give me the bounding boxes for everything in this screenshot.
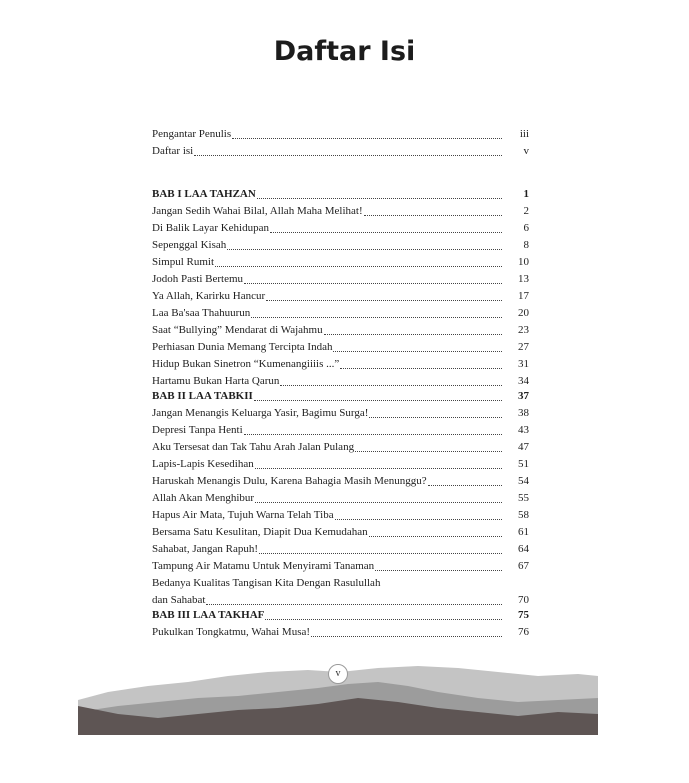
toc-entry-page: 51: [518, 458, 529, 470]
toc-entry-page: 6: [523, 222, 529, 234]
toc-entry: [152, 405, 529, 422]
toc-entry: [152, 339, 529, 356]
toc-entry-page: 64: [518, 543, 529, 555]
dot-leader: [364, 215, 502, 216]
toc-entry: [152, 624, 529, 641]
toc-entry-title: Sepenggal Kisah: [152, 239, 227, 251]
toc-entry: [152, 524, 529, 541]
dot-leader: [333, 351, 502, 352]
toc-entry-page: 20: [518, 307, 529, 319]
toc-entry-title: dan Sahabat: [152, 594, 206, 606]
dot-leader: [428, 485, 502, 486]
toc-entry-page: 70: [518, 594, 529, 606]
toc-entry: [152, 305, 529, 322]
dot-leader: [257, 198, 502, 199]
toc-entry-title: Hidup Bukan Sinetron “Kumenangiiiis ...”: [152, 358, 340, 370]
toc-entry-page: 34: [518, 375, 529, 387]
dot-leader: [375, 570, 502, 571]
dot-leader: [227, 249, 502, 250]
page-number: v: [328, 664, 348, 684]
toc-entry: [152, 422, 529, 439]
toc-entry-title: Sahabat, Jangan Rapuh!: [152, 543, 258, 555]
toc-entry-page: 47: [518, 441, 529, 453]
dot-leader: [280, 385, 502, 386]
toc-entry-page: 2: [523, 205, 529, 217]
toc-entry-title: Jangan Sedih Wahai Bilal, Allah Maha Melihat!: [152, 205, 363, 217]
toc-entry-title: Saat “Bullying” Mendarat di Wajahmu: [152, 324, 323, 336]
toc-entry-page: 75: [518, 609, 529, 621]
toc-entry-page: 67: [518, 560, 529, 572]
toc-entry-title-line1: Bedanya Kualitas Tangisan Kita Dengan Rasulullah: [152, 577, 381, 589]
toc-bab-1: [152, 186, 529, 390]
dot-leader: [355, 451, 502, 452]
dot-leader: [266, 300, 502, 301]
toc-entry-title: Perhiasan Dunia Memang Tercipta Indah: [152, 341, 333, 353]
dot-leader: [194, 155, 502, 156]
toc-entry-page: 10: [518, 256, 529, 268]
toc-entry-title: Tampung Air Matamu Untuk Menyirami Tanaman: [152, 560, 375, 572]
toc-entry: [152, 237, 529, 254]
toc-entry-page: 8: [523, 239, 529, 251]
toc-entry-title: Hapus Air Mata, Tujuh Warna Telah Tiba: [152, 509, 334, 521]
toc-entry: [152, 271, 529, 288]
toc-entry: [152, 439, 529, 456]
toc-entry-page: 61: [518, 526, 529, 538]
dot-leader: [324, 334, 502, 335]
dot-leader: [232, 138, 502, 139]
dot-leader: [251, 317, 502, 318]
toc-entry-page: 55: [518, 492, 529, 504]
toc-entry-title: Hartamu Bukan Harta Qarun: [152, 375, 280, 387]
toc-entry-title: Daftar isi: [152, 145, 194, 157]
dot-leader: [270, 232, 502, 233]
page-title: Daftar Isi: [273, 36, 416, 67]
toc-entry-page: 54: [518, 475, 529, 487]
toc-entry-page: 1: [523, 188, 529, 200]
toc-bab-3: [152, 607, 529, 641]
toc-entry-page: iii: [519, 128, 529, 140]
dot-leader: [340, 368, 502, 369]
toc-entry-title: Simpul Rumit: [152, 256, 215, 268]
toc-entry-page: 58: [518, 509, 529, 521]
dot-leader: [259, 553, 502, 554]
toc-entry-page: 38: [518, 407, 529, 419]
toc-entry: [152, 490, 529, 507]
toc-entry-title: Allah Akan Menghibur: [152, 492, 255, 504]
toc-front-matter: [152, 126, 529, 160]
dot-leader: [215, 266, 502, 267]
toc-entry-title: Pengantar Penulis: [152, 128, 232, 140]
toc-chapter-heading: [152, 607, 529, 624]
dot-leader: [369, 536, 502, 537]
dot-leader: [244, 434, 502, 435]
toc-entry-page: 37: [518, 390, 529, 402]
toc-entry: [152, 356, 529, 373]
toc-entry: [152, 288, 529, 305]
dot-leader: [206, 604, 502, 605]
toc-entry: [152, 473, 529, 490]
toc-entry-page: 17: [518, 290, 529, 302]
toc-entry-title: Lapis-Lapis Kesedihan: [152, 458, 254, 470]
toc-entry-title: Di Balik Layar Kehidupan: [152, 222, 269, 234]
toc-entry: [152, 126, 529, 143]
toc-chapter-heading: [152, 186, 529, 203]
toc-entry: [152, 143, 529, 160]
toc-entry: [152, 220, 529, 237]
dot-leader: [254, 400, 502, 401]
dot-leader: [311, 636, 502, 637]
toc-entry-title: BAB I LAA TAHZAN: [152, 188, 256, 200]
toc-entry-page: 27: [518, 341, 529, 353]
toc-entry-page: 31: [518, 358, 529, 370]
toc-entry-title: Jangan Menangis Keluarga Yasir, Bagimu Surga!: [152, 407, 369, 419]
toc-entry-page: 76: [518, 626, 529, 638]
toc-entry-page: v: [523, 145, 529, 157]
toc-entry-title: Bersama Satu Kesulitan, Diapit Dua Kemudahan: [152, 526, 368, 538]
toc-entry-page: 43: [518, 424, 529, 436]
toc-entry-title: Jodoh Pasti Bertemu: [152, 273, 244, 285]
toc-entry-title: Haruskah Menangis Dulu, Karena Bahagia Masih Menunggu?: [152, 475, 427, 487]
toc-entry: [152, 558, 529, 575]
dot-leader: [255, 502, 502, 503]
toc-entry: [152, 254, 529, 271]
toc-entry: [152, 203, 529, 220]
toc-entry-title: Pukulkan Tongkatmu, Wahai Musa!: [152, 626, 311, 638]
toc-entry-page: 13: [518, 273, 529, 285]
dot-leader: [335, 519, 502, 520]
toc-entry: [152, 456, 529, 473]
toc-entry-title: Laa Ba'saa Thahuurun: [152, 307, 251, 319]
toc-entry-title: BAB II LAA TABKII: [152, 390, 253, 402]
toc-entry: [152, 541, 529, 558]
dot-leader: [265, 619, 502, 620]
dot-leader: [369, 417, 502, 418]
dot-leader: [255, 468, 502, 469]
toc-chapter-heading: [152, 388, 529, 405]
toc-entry: [152, 507, 529, 524]
toc-entry-title: Depresi Tanpa Henti: [152, 424, 243, 436]
toc-entry: [152, 322, 529, 339]
toc-bab-2: [152, 388, 529, 609]
toc-entry-title: Ya Allah, Karirku Hancur: [152, 290, 266, 302]
dot-leader: [244, 283, 502, 284]
toc-entry-title: BAB III LAA TAKHAF: [152, 609, 265, 621]
toc-entry-page: 23: [518, 324, 529, 336]
toc-entry-title: Aku Tersesat dan Tak Tahu Arah Jalan Pulang: [152, 441, 355, 453]
